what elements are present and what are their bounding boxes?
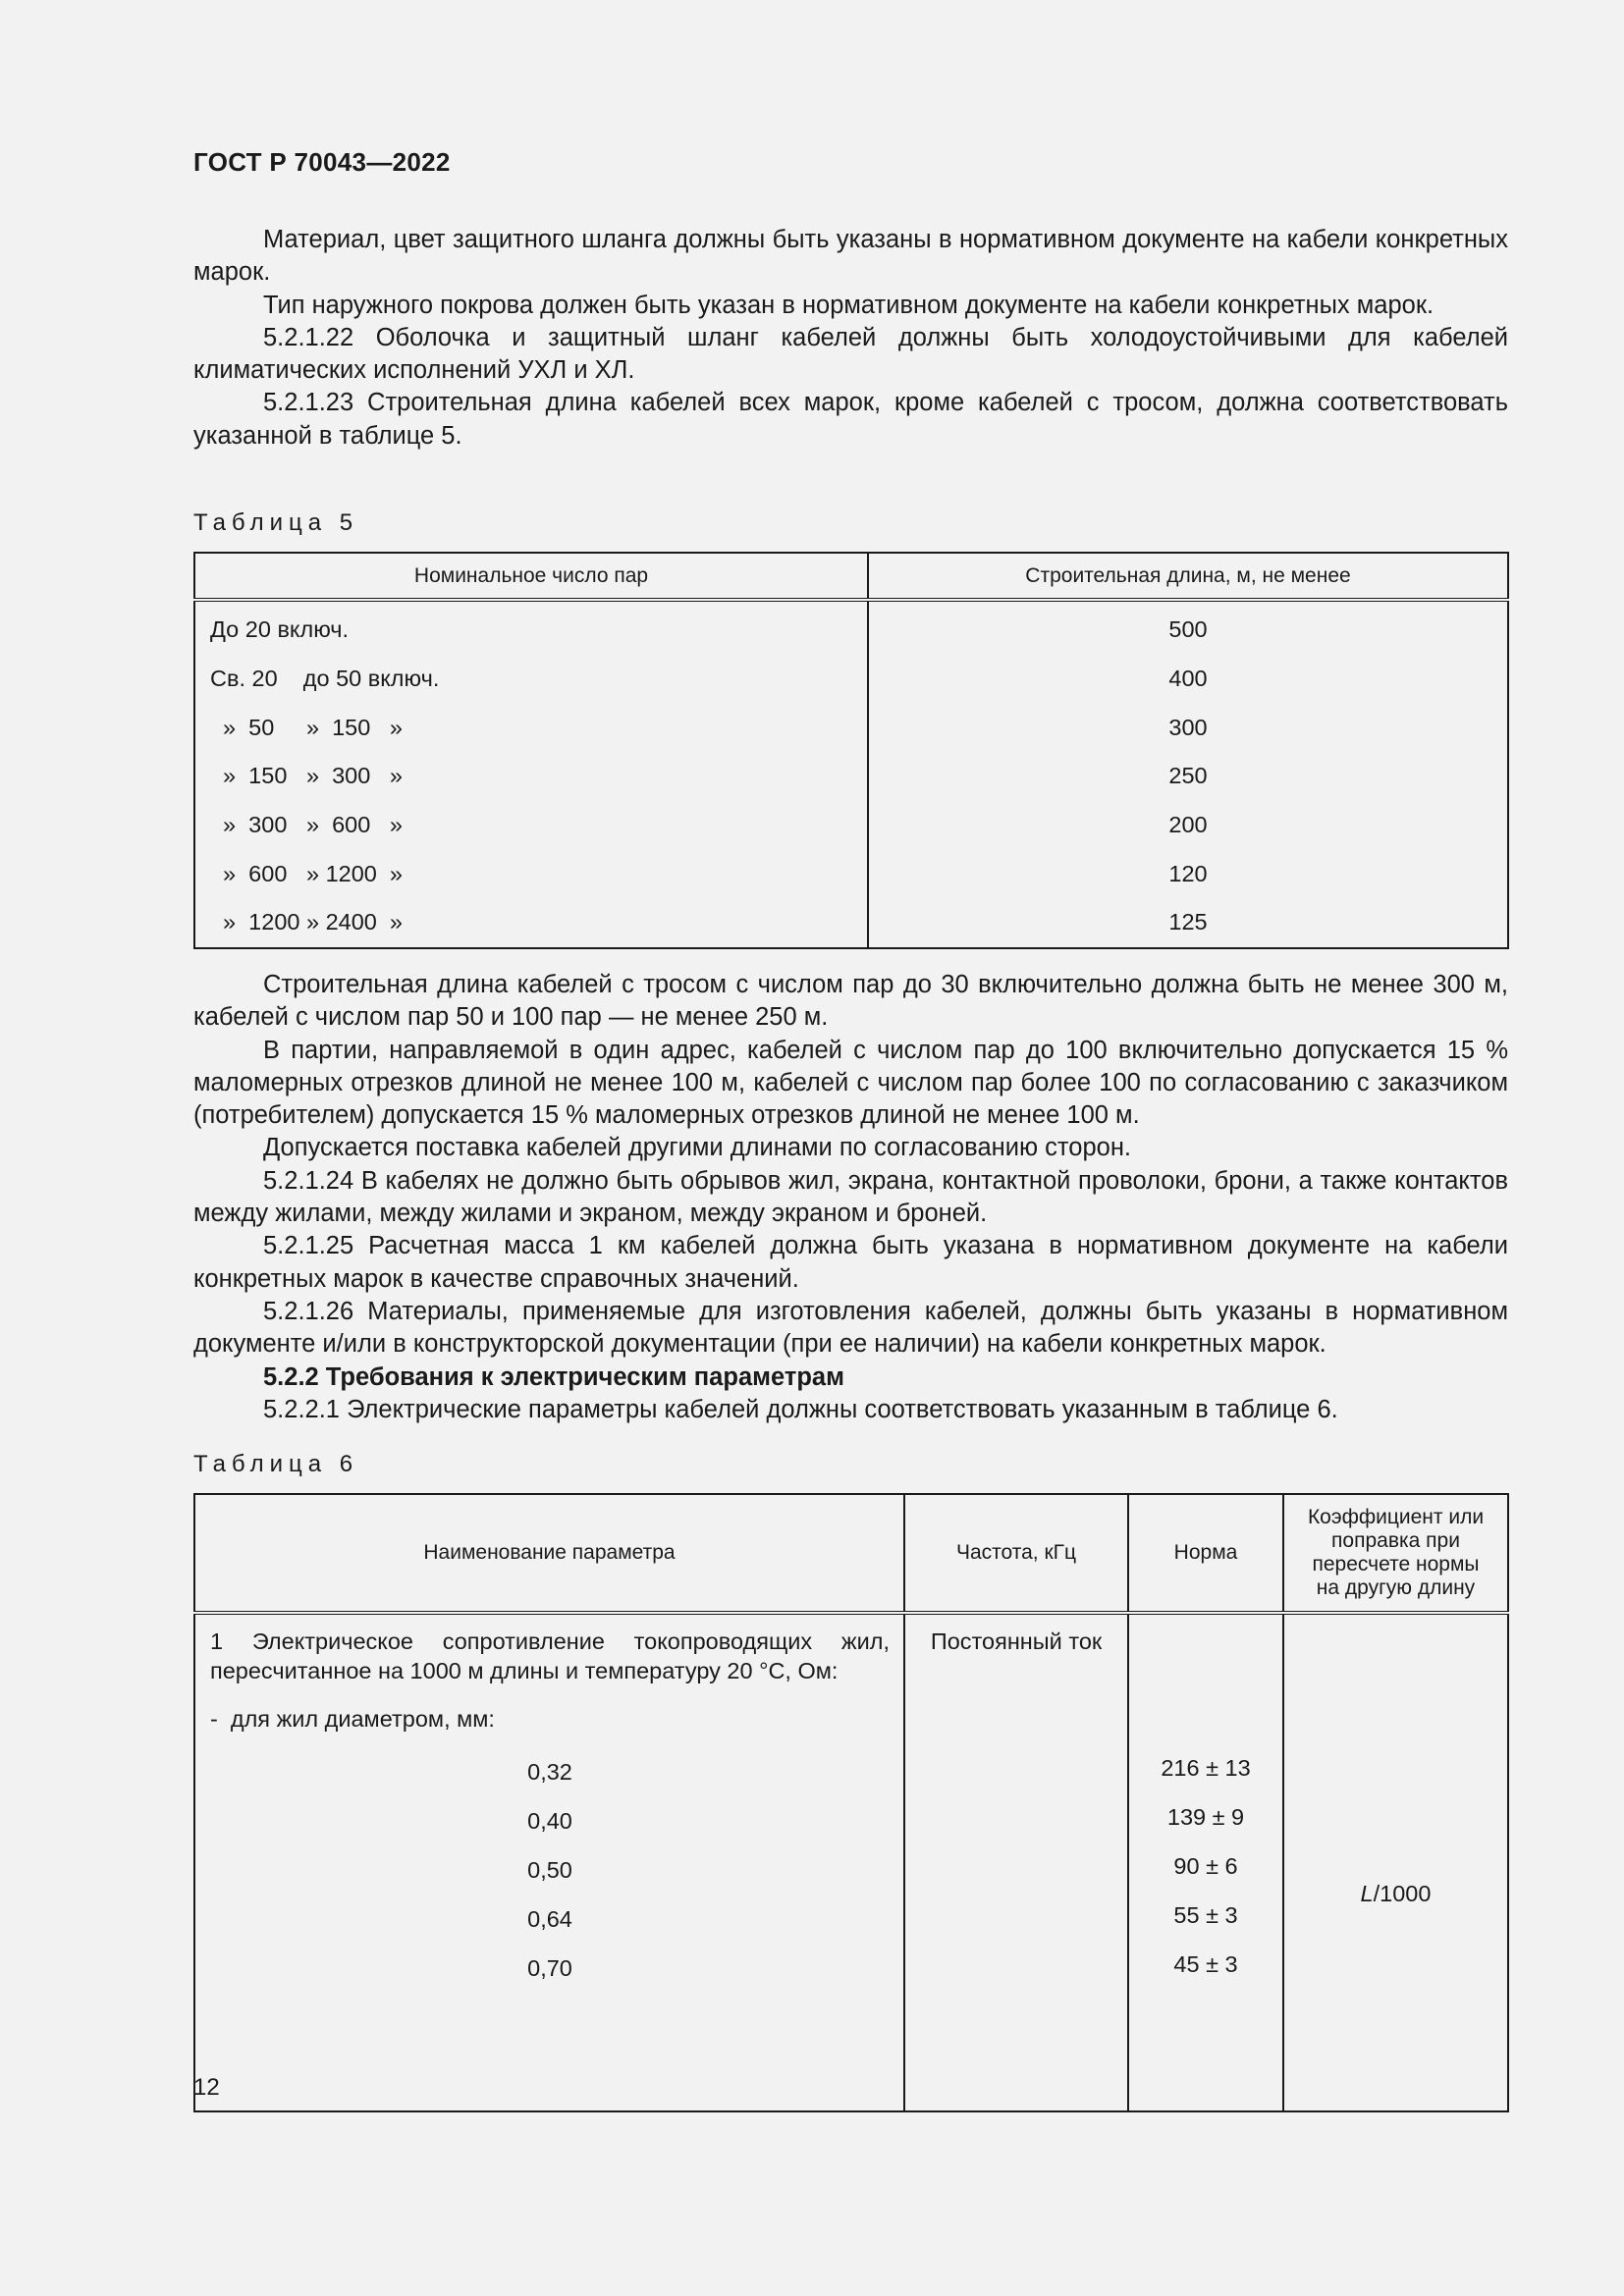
parameter-subheading: - для жил диаметром, мм: — [210, 1706, 495, 1732]
cell-parameter — [194, 1613, 904, 2111]
table-row — [194, 752, 1508, 801]
parameter-description: 1 Электрическое сопротивление токопроводящих жил, пересчитанное на 1000 м длины и температуру 20 °С, Ом: — [210, 1629, 890, 1683]
column-header-coefficient: Коэффициент или поправка при пересчете нормы на другую длину — [1283, 1494, 1508, 1613]
coefficient-divisor: /1000 — [1373, 1881, 1432, 1906]
cell-pairs: » 50 » 150 » — [210, 714, 403, 740]
cell-length: 500 — [868, 600, 1508, 655]
paragraph: 5.2.1.24 В кабелях не должно быть обрывов жил, экрана, контактной проволоки, брони, а также контактов между жилами, между жилами и экраном, между экраном и броней. — [193, 1166, 1508, 1228]
cell-norm — [1128, 1613, 1283, 2111]
table-row — [194, 801, 1508, 850]
table-header-row — [194, 1494, 1508, 1613]
diameter-value: 0,64 — [527, 1906, 572, 1932]
table-row — [194, 898, 1508, 948]
cell-frequency: Постоянный ток — [904, 1613, 1128, 2111]
cell-pairs: » 1200 » 2400 » — [210, 909, 403, 935]
paragraph: В партии, направляемой в один адрес, кабелей с числом пар до 100 включительно допускается 15 % маломерных отрезков длиной не менее 100 м, кабелей с числом пар более 100 по согласованию с заказчиком (потребителем) допускается 15 % маломерных отрезков длиной не менее 100 м. — [193, 1036, 1508, 1130]
table-row — [194, 1613, 1508, 2111]
table-5-caption: Таблица 5 — [193, 509, 359, 536]
paragraph: 5.2.1.25 Расчетная масса 1 км кабелей должна быть указана в нормативном документе на кабели конкретных марок в качестве справочных значений. — [193, 1232, 1508, 1293]
norm-value: 139 ± 9 — [1166, 1804, 1245, 1830]
norm-value: 45 ± 3 — [1173, 1951, 1238, 1977]
paragraph: 5.2.1.23 Строительная длина кабелей всех марок, кроме кабелей с тросом, должна соответствовать указанной в таблице 5. — [193, 389, 1508, 450]
norm-value: 55 ± 3 — [1173, 1902, 1238, 1928]
coefficient-variable: L — [1360, 1881, 1374, 1906]
table-row — [194, 655, 1508, 704]
cell-length: 200 — [868, 801, 1508, 850]
cell-pairs: Св. 20 до 50 включ. — [210, 666, 440, 692]
column-header-norm: Норма — [1128, 1494, 1283, 1613]
cell-coefficient — [1283, 1613, 1508, 2111]
column-header-pairs: Номинальное число пар — [194, 553, 868, 600]
cell-length: 400 — [868, 655, 1508, 704]
cell-pairs: До 20 включ. — [210, 616, 350, 643]
table-row — [194, 703, 1508, 752]
cell-pairs: » 300 » 600 » — [210, 812, 403, 838]
table-5 — [193, 552, 1509, 949]
diameter-list — [210, 1747, 890, 1993]
norm-value: 90 ± 6 — [1173, 1853, 1238, 1879]
cell-pairs: » 600 » 1200 » — [210, 860, 403, 886]
cell-length: 125 — [868, 898, 1508, 948]
paragraph: Допускается поставка кабелей другими длинами по согласованию сторон. — [263, 1134, 1132, 1162]
body-text-section-2 — [193, 969, 1508, 1426]
diameter-value: 0,70 — [527, 1955, 572, 1981]
paragraph: 5.2.1.26 Материалы, применяемые для изготовления кабелей, должны быть указаны в нормативном документе и/или в конструкторской документации (при ее наличии) на кабели конкретных марок. — [193, 1297, 1508, 1359]
cell-length: 250 — [868, 752, 1508, 801]
paragraph: Материал, цвет защитного шланга должны быть указаны в нормативном документе на кабели конкретных марок. — [193, 226, 1508, 287]
table-header-row — [194, 553, 1508, 600]
document-code: ГОСТ Р 70043—2022 — [193, 147, 451, 177]
paragraph: Строительная длина кабелей с тросом с числом пар до 30 включительно должна быть не менее 300 м, кабелей с числом пар 50 и 100 пар — не менее 250 м. — [193, 971, 1508, 1032]
column-header-length: Строительная длина, м, не менее — [868, 553, 1508, 600]
table-row — [194, 849, 1508, 898]
subsection-title: 5.2.2 Требования к электрическим параметрам — [263, 1362, 844, 1391]
cell-pairs: » 150 » 300 » — [210, 763, 403, 789]
cell-length: 120 — [868, 849, 1508, 898]
table-row — [194, 600, 1508, 655]
paragraph: Тип наружного покрова должен быть указан в нормативном документе на кабели конкретных марок. — [263, 291, 1435, 319]
cell-length: 300 — [868, 703, 1508, 752]
diameter-value: 0,32 — [527, 1759, 572, 1785]
column-header-parameter: Наименование параметра — [194, 1494, 904, 1613]
norm-value: 216 ± 13 — [1161, 1755, 1251, 1781]
paragraph: 5.2.1.22 Оболочка и защитный шланг кабелей должны быть холодоустойчивыми для кабелей климатических исполнений УХЛ и ХЛ. — [193, 323, 1508, 385]
page-number: 12 — [193, 2074, 220, 2101]
diameter-value: 0,40 — [527, 1808, 572, 1834]
column-header-frequency: Частота, кГц — [904, 1494, 1128, 1613]
norm-list — [1129, 1743, 1282, 1989]
body-text-section-1 — [193, 224, 1508, 453]
table-6-caption: Таблица 6 — [193, 1451, 359, 1477]
paragraph: 5.2.2.1 Электрические параметры кабелей должны соответствовать указанным в таблице 6. — [263, 1395, 1338, 1423]
table-6 — [193, 1493, 1509, 2112]
diameter-value: 0,50 — [527, 1857, 572, 1883]
